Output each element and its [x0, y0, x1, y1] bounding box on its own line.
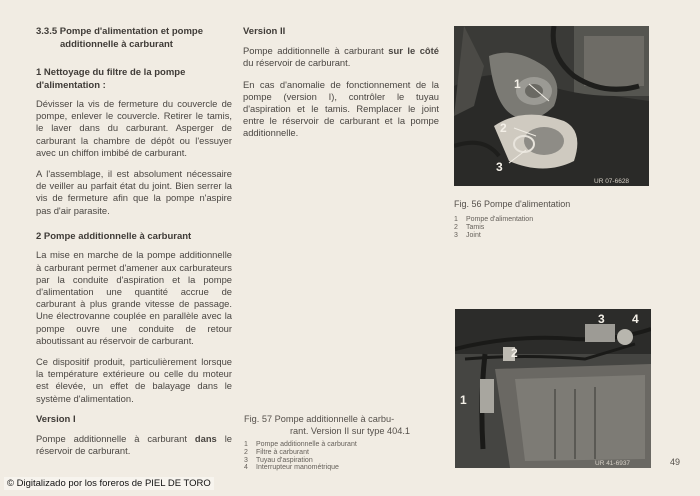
fig-57-callout-4: 4 [632, 312, 639, 326]
section-title-line1: Pompe d'alimentation et pompe [59, 26, 203, 37]
filter-cleaning-paragraph-1: Dévisser la vis de fermeture du couvercle de pompe, enlever le couvercle. Retirer le tamis, le laver dans du carburant. Asperger de carburant la chambre de dépôt ou l'essuyer avec un chiffon imbibé de carburant. [36, 98, 232, 158]
filter-cleaning-paragraph-2: A l'assemblage, il est absolument nécessaire de veiller au parfait état du joint. Bien serrer la vis de fermeture afin que la pompe n'aspire pas d'air parasite. [36, 168, 232, 216]
fig-57-photo [455, 309, 651, 468]
fig-56-photo [454, 26, 649, 186]
left-column [36, 26, 232, 466]
fig-57-ref: UR 41-6937 [595, 460, 631, 467]
version-2-text: Pompe additionnelle à carburant sur le côté du réservoir de carburant. [243, 45, 439, 69]
fig-57-callout-1: 1 [460, 393, 467, 407]
fig-57-legend [244, 441, 357, 472]
fig-56-legend-item: 1 Pompe d'alimentation [454, 216, 534, 223]
fig-57-legend-item: 1 Pompe additionnelle à carburant [244, 441, 357, 448]
fig-56-legend-item: 3 Joint [454, 231, 481, 239]
footer-credit: © Digitalizado por los foreros de PIEL DE TORO [4, 477, 214, 490]
fig-57-legend-item: 3 Tuyau d'aspiration [244, 456, 313, 464]
section-title [36, 26, 232, 51]
section-number: 3.3.5 [36, 26, 58, 37]
section-title-line2: additionnelle à carburant [60, 38, 173, 50]
fig-56-legend [454, 216, 533, 239]
version-1-heading: Version I [36, 413, 76, 425]
additional-pump-paragraph-2: Ce dispositif produit, particulièrement lorsque la température extérieure ou celle du moteur est élevée, un effet de balayage dans le système d'alimentation. [36, 355, 232, 404]
fig-56-caption: Fig. 56 Pompe d'alimentation [454, 199, 571, 209]
fig-57-callout-2: 2 [511, 346, 518, 360]
fig-57-legend-item: 2 Filtre à carburant [244, 448, 309, 456]
fig-56-ref: UR 07-6628 [594, 178, 630, 185]
version-1-text: Pompe additionnelle à carburant dans le réservoir de carburant. [36, 432, 233, 457]
middle-column [243, 26, 439, 149]
page-number: 49 [670, 457, 681, 467]
fig-57-caption: Fig. 57 Pompe additionnelle à carbu- rant. Version II sur type 404.1 [244, 414, 411, 436]
fig-56-callout-3: 3 [496, 160, 503, 174]
fig-56-legend-item: 2 Tamis [454, 223, 485, 231]
fig-56-callout-1: 1 [514, 77, 521, 91]
additional-pump-heading: 2 Pompe additionnelle à carburant [36, 230, 192, 242]
version-2-paragraph-2: En cas d'anomalie de fonctionnement de la pompe (version I), contrôler le tuyau d'aspiration et le tamis. Remplacer le joint entre le réservoir de carburant et la pompe additionnelle. [243, 78, 439, 139]
fig-56-callout-2: 2 [500, 121, 507, 135]
fig-57-callout-3: 3 [598, 312, 605, 326]
version-2-heading: Version II [243, 26, 286, 37]
filter-cleaning-heading: 1 Nettoyage du filtre de la pompe d'alimentation : [36, 67, 186, 91]
fig-57-legend-item: 4 Interrupteur manométrique [244, 464, 339, 472]
additional-pump-paragraph-1: La mise en marche de la pompe additionnelle à carburant permet d'amener aux carburateurs par la conduite d'aspiration et la pompe d'alimentation une quantité accrue de carburant à plus grande vitesse de passage. Une électrovanne couplée en parallèle avec la pompe ouvre une conduite de retour aboutissant au réservoir de carburant. [36, 249, 232, 346]
